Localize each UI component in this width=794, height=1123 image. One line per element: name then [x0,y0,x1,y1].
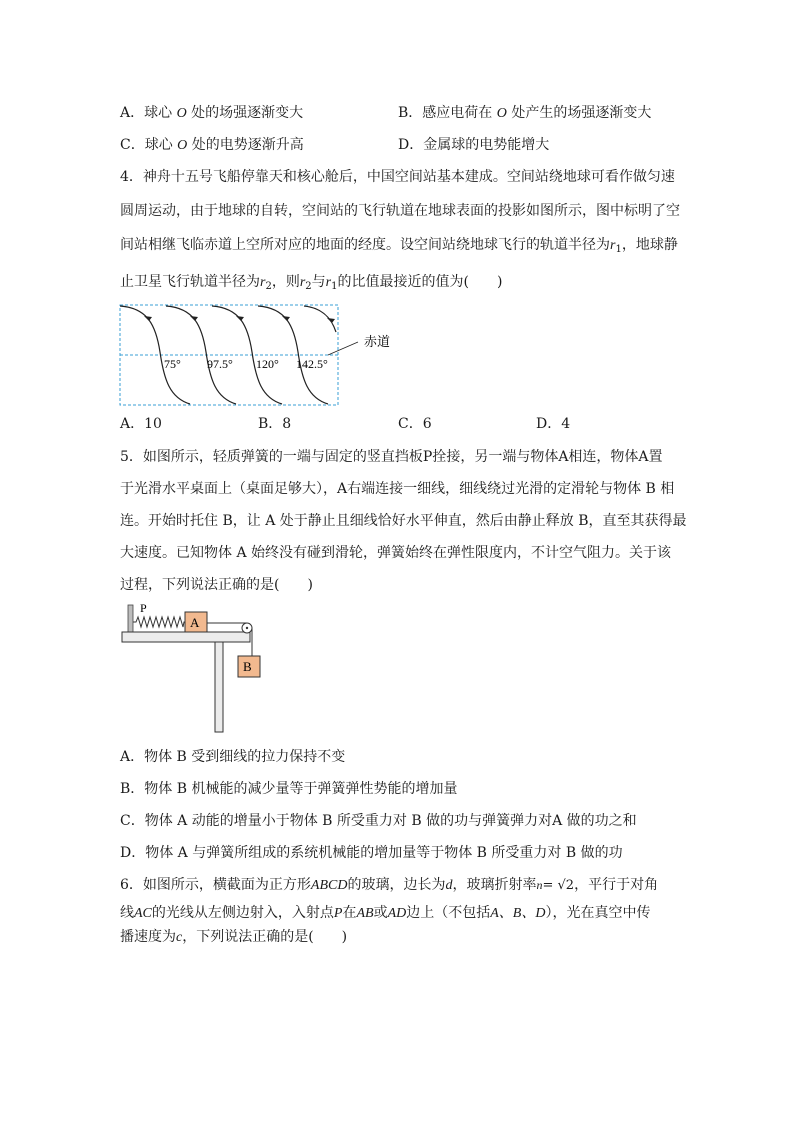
equator-pointer [328,342,358,355]
q6-line2-var: AC [134,906,152,921]
q6-text-line2 [120,903,680,924]
q4-line4-sub1: 2 [265,281,272,292]
q3-option-b-label: B．感应电荷在 [398,105,493,121]
q6-line2-var4: AD [387,906,407,921]
q3-option-b-var: O [496,106,507,121]
q4-line4-a: 止卫星飞行轨道半径为 [120,274,260,290]
q3-option-a-text: 处的场强逐渐变大 [191,105,304,121]
q6-line1-n: n [536,878,543,892]
q3-option-a[interactable] [120,103,303,124]
q6-line2-a: 线 [120,905,134,921]
q3-option-d[interactable]: D．金属球的电势能增大 [398,137,550,153]
label-a: A [190,615,200,630]
q4-option-b[interactable]: B．8 [258,416,292,432]
q6-text-line1 [120,875,680,896]
q6-line3-var: c [176,930,183,945]
q6-line1-var2: d [445,878,453,893]
q4-line4-var1: r [260,275,266,290]
longitude-label-97-5: 97.5° [207,357,233,371]
q5-text-line4: 大速度。已知物体 A 始终没有碰到滑轮，弹簧始终在弹性限度内，不计空气阻力。关于该 [120,545,672,561]
q3-option-b[interactable] [398,103,651,124]
q4-text-line4 [120,272,680,297]
q5-text-line5: 过程，下列说法正确的是( ) [120,577,313,593]
q4-line3-var: r [610,238,616,253]
q4-line3-tail: ，地球静 [621,237,678,253]
q4-option-d[interactable]: D．4 [536,416,571,432]
q6-line1-eq: = √2 [542,878,575,893]
q5-text-line2: 于光滑水平桌面上（桌面足够大），A右端连接一细线，细线绕过光滑的定滑轮与物体 B 相 [120,481,675,497]
q3-option-c-var: O [177,138,188,153]
q6-line2-b: 的光线从左侧边射入，入射点 [151,905,334,921]
q6-text-line3 [120,927,680,948]
q5-text-line3: 连。开始时托住 B，让 A 处于静止且细线恰好水平伸直，然后由静止释放 B，直至其获得最 [120,513,687,529]
q4-option-c[interactable]: C．6 [398,416,432,432]
q4-line4-b: ，则 [271,274,300,290]
wall-plate-p [128,605,133,632]
pulley-axle [246,627,248,629]
q4-text-line3 [120,235,680,260]
arrow-2 [190,316,198,321]
q6-line1-a: 6．如图所示，横截面为正方形 [120,877,311,893]
q5-option-d[interactable]: D．物体 A 与弹簧所组成的系统机械能的增加量等于物体 B 所受重力对 B 做的功 [120,845,623,861]
q4-line4-sub3: 1 [331,281,338,292]
arrow-3 [236,316,244,321]
q5-option-b[interactable]: B．物体 B 机械能的减少量等于弹簧弹性势能的增加量 [120,781,458,797]
q3-option-a-label: A．球心 [120,105,173,121]
q4-line3-text: 间站相继飞临赤道上空所对应的地面的经度。设空间站绕地球飞行的轨道半径为 [120,237,610,253]
q4-text-line2: 圆周运动，由于地球的自转，空间站的飞行轨道在地球表面的投影如图所示，图中标明了空 [120,203,680,219]
q6-line2-var3: AB [356,906,374,921]
q5-option-a[interactable]: A．物体 B 受到细线的拉力保持不变 [120,749,346,765]
equator-label: 赤道 [364,334,391,349]
longitude-label-120: 120° [256,357,279,371]
q4-line4-sub2: 2 [305,281,312,292]
q5-spring-pulley-figure [118,600,268,734]
q3-option-c-label: C．球心 [120,137,173,153]
q3-option-b-text: 处产生的场强逐渐变大 [511,105,652,121]
q6-line1-c: ，玻璃折射率 [452,877,537,893]
longitude-label-142-5: 142.5° [296,357,328,371]
label-p: P [140,601,147,615]
q6-line2-e: 边上（不包括 [406,905,491,921]
q6-line1-b: 的玻璃，边长为 [347,877,446,893]
table-leg [215,642,223,732]
q6-line3-a: 播速度为 [120,929,176,945]
q5-option-c[interactable]: C．物体 A 动能的增量小于物体 B 所受重力对 B 做的功与弹簧弹力对A 做的功之和 [120,813,637,829]
q4-ground-track-figure [118,302,408,408]
q6-line1-var: ABCD [310,878,348,893]
q6-line2-d: 或 [373,905,388,921]
q4-line4-c: 与 [311,274,326,290]
q4-line4-var2: r [299,275,306,290]
arrow-4 [282,316,290,321]
q6-line2-var5: A、B、D [490,906,546,921]
q5-text-line1: 5．如图所示，轻质弹簧的一端与固定的竖直挡板P拴接，另一端与物体A相连，物体A置 [120,449,663,465]
q6-line2-f: ），光在真空中传 [545,905,651,921]
q4-text-line1: 4．神舟十五号飞船停靠天和核心舱后，中国空间站基本建成。空间站绕地球可看作做匀速 [120,169,675,185]
spring [133,617,185,627]
q3-option-a-var: O [176,106,187,121]
direction-arrows [144,316,335,323]
q4-option-a[interactable]: A．10 [120,416,162,432]
longitude-label-75: 75° [164,357,181,371]
q3-option-c-text: 处的电势逐渐升高 [191,137,304,153]
q6-line2-var2: P [333,906,343,921]
q6-line3-b: ，下列说法正确的是( ) [182,929,348,945]
q4-line4-var3: r [325,275,332,290]
q4-line3-sub: 1 [615,244,622,255]
q6-line1-d: ，平行于对角 [574,877,659,893]
arrow-1 [144,316,152,321]
q6-line2-c: 在 [342,905,357,921]
q3-option-c[interactable] [120,135,304,156]
q4-line4-d: 的比值最接近的值为( ) [337,274,503,290]
label-b: B [243,659,252,674]
table-top [122,632,250,642]
